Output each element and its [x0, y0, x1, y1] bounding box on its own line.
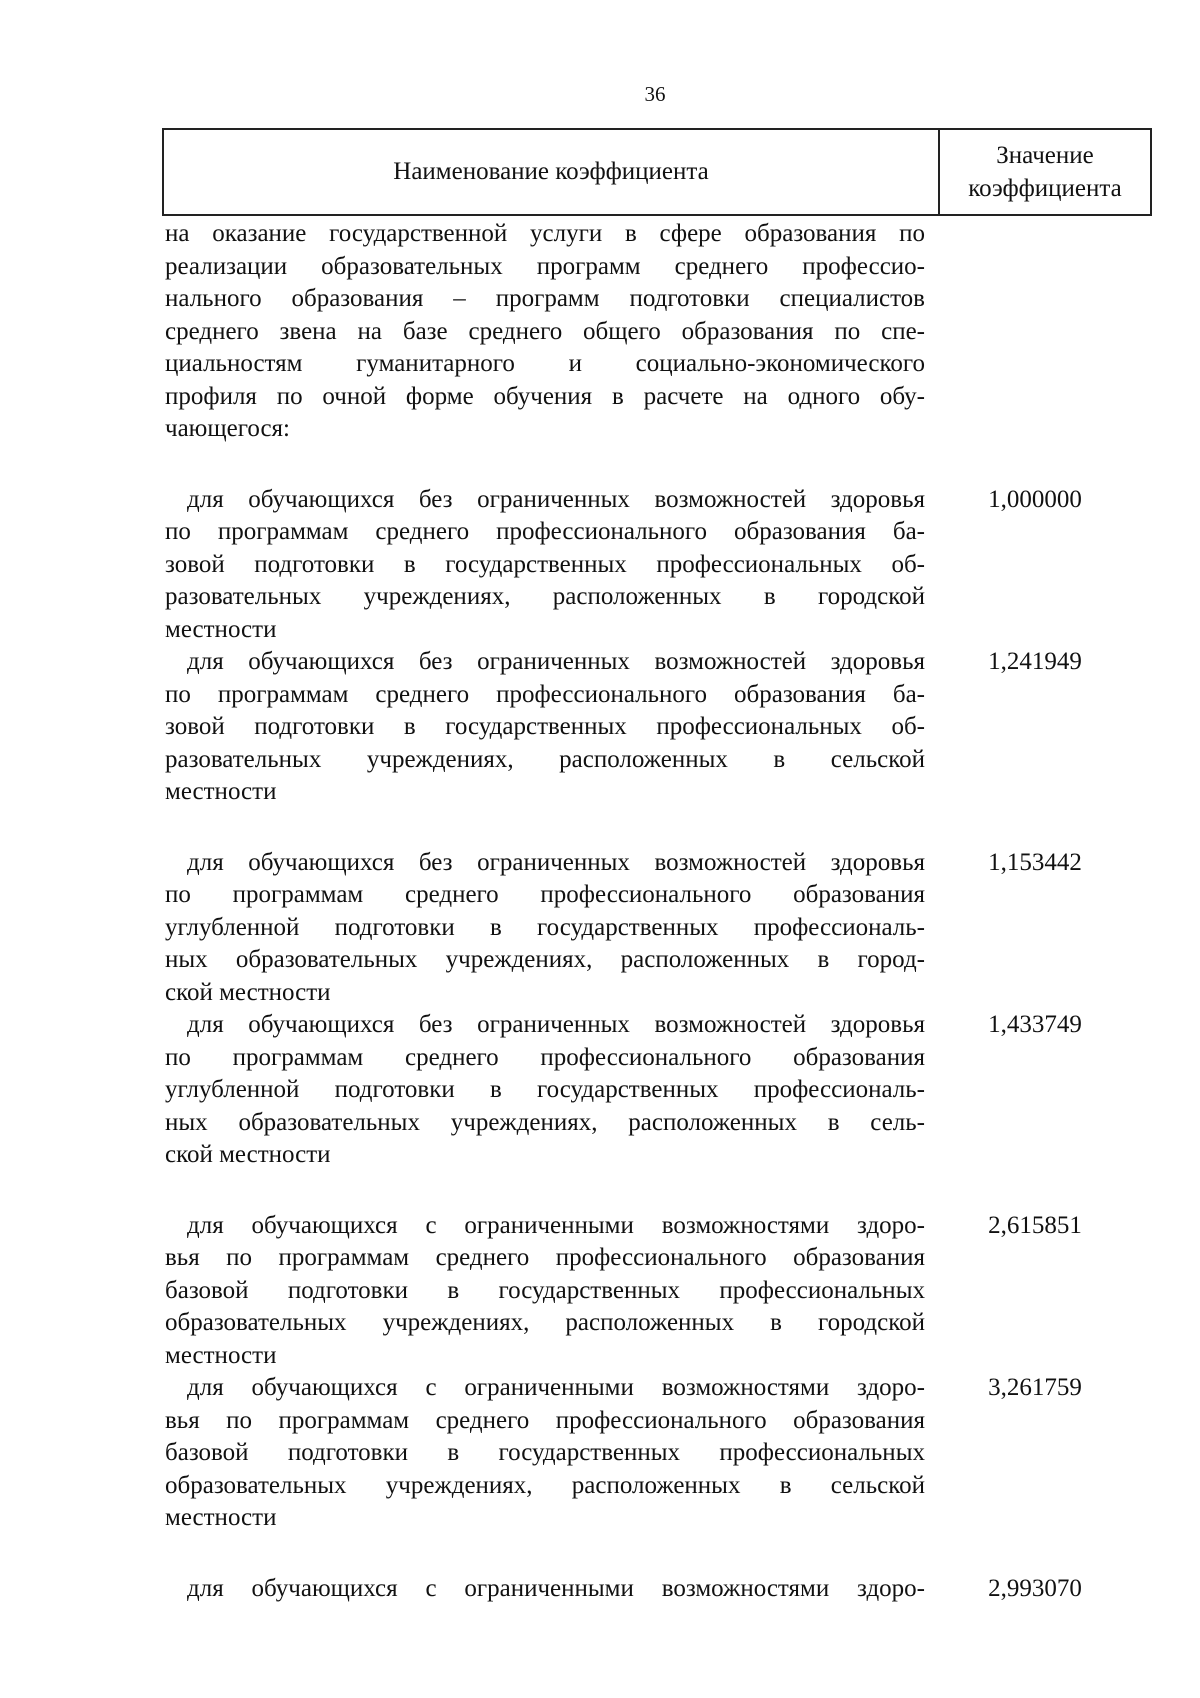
spacer [165, 809, 1145, 847]
row-line: вья по программам среднего профессионального образования [165, 1244, 925, 1271]
table-row [165, 847, 1145, 1010]
row-line: для обучающихся без ограниченных возможностей здоровья [187, 1011, 925, 1038]
row-line: ных образовательных учреждениях, расположенных в город- [165, 946, 925, 973]
spacer [165, 1172, 1145, 1210]
row-value: 2,993070 [988, 1574, 1082, 1602]
row-line: углубленной подготовки в государственных профессиональ- [165, 913, 925, 941]
intro-line: нального образования – программ подготовки специалистов [165, 285, 925, 312]
row-line: ской местности [165, 1141, 331, 1168]
intro-line: чающегося: [165, 415, 290, 442]
intro-line: на оказание государственной услуги в сфере образования по [165, 220, 925, 247]
row-line: ской местности [165, 978, 331, 1006]
row-line: вья по программам среднего профессионального образования [165, 1406, 925, 1434]
row-value: 3,261759 [988, 1374, 1082, 1401]
row-line: по программам среднего профессионального образования [165, 881, 925, 908]
table-row [165, 1009, 1145, 1172]
row-description [165, 1210, 925, 1373]
table-row [165, 1573, 1145, 1606]
row-value: 2,615851 [988, 1211, 1082, 1239]
intro-line: профиля по очной форме обучения в расчете на одного обу- [165, 382, 925, 410]
row-line: для обучающихся с ограниченными возможностями здоро- [187, 1574, 925, 1602]
intro-line: реализации образовательных программ среднего профессио- [165, 252, 925, 280]
table-row [165, 1372, 1145, 1535]
row-line: углубленной подготовки в государственных профессиональ- [165, 1076, 925, 1103]
row-line: ных образовательных учреждениях, расположенных в сель- [165, 1108, 925, 1136]
row-description [165, 847, 925, 1010]
table-row [165, 646, 1145, 809]
row-line: разовательных учреждениях, расположенных в сельской [165, 745, 925, 773]
spacer [165, 1535, 1145, 1573]
header-value-column [940, 130, 1150, 214]
row-value: 1,153442 [988, 848, 1082, 876]
row-description [165, 484, 925, 647]
spacer [165, 446, 1145, 484]
table-header [162, 128, 1152, 216]
table-body [165, 218, 1145, 1605]
row-line: для обучающихся без ограниченных возможностей здоровья [187, 648, 925, 675]
row-line: базовой подготовки в государственных профессиональных [165, 1439, 925, 1466]
page-number: 36 [644, 82, 666, 106]
row-line: местности [165, 1341, 277, 1369]
intro-text [165, 218, 925, 446]
intro-line: циальностям гуманитарного и социально-экономического [165, 350, 925, 377]
row-line: местности [165, 1504, 277, 1531]
row-line: для обучающихся без ограниченных возможностей здоровья [187, 848, 925, 876]
row-value: 1,000000 [988, 485, 1082, 513]
row-line: местности [165, 778, 277, 805]
row-line: по программам среднего профессионального образования [165, 1043, 925, 1071]
row-description [165, 1372, 925, 1535]
row-line: по программам среднего профессионального образования ба- [165, 680, 925, 708]
row-line: зовой подготовки в государственных профессиональных об- [165, 550, 925, 578]
row-line: для обучающихся с ограниченными возможностями здоро- [187, 1374, 925, 1401]
row-line: по программам среднего профессионального образования ба- [165, 518, 925, 545]
row-line: разовательных учреждениях, расположенных в городской [165, 583, 925, 610]
row-description [165, 646, 925, 809]
header-name-column: Наименование коэффициента [164, 130, 940, 214]
row-line: образовательных учреждениях, расположенных в сельской [165, 1471, 925, 1499]
row-line: для обучающихся без ограниченных возможностей здоровья [187, 485, 925, 513]
row-value: 1,241949 [988, 648, 1082, 675]
table-row [165, 484, 1145, 647]
row-line: местности [165, 615, 277, 643]
row-description [165, 1009, 925, 1172]
row-line: образовательных учреждениях, расположенных в городской [165, 1309, 925, 1336]
row-line: базовой подготовки в государственных профессиональных [165, 1276, 925, 1304]
intro-line: среднего звена на базе среднего общего образования по спе- [165, 317, 925, 345]
row-description [165, 1573, 925, 1606]
row-value: 1,433749 [988, 1011, 1082, 1038]
table-row [165, 1210, 1145, 1373]
row-line: для обучающихся с ограниченными возможностями здоро- [187, 1211, 925, 1239]
header-value-label: Значение коэффициента [968, 142, 1122, 202]
row-line: зовой подготовки в государственных профессиональных об- [165, 713, 925, 740]
